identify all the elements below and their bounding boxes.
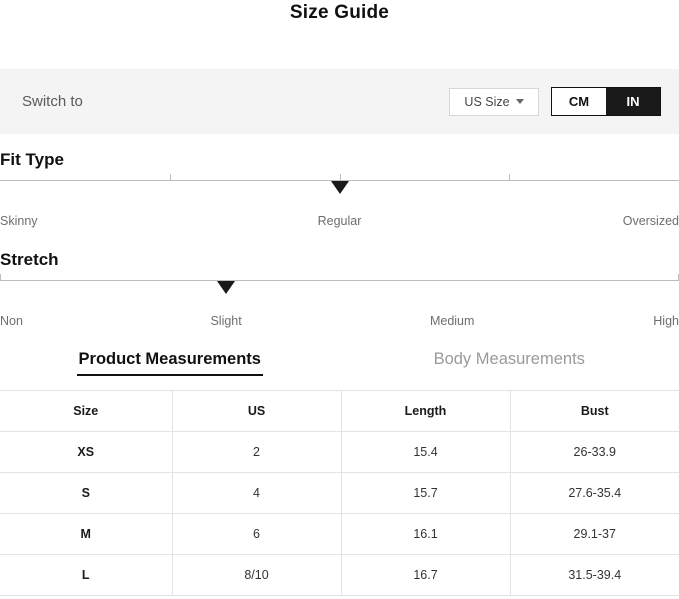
unit-toggle-in[interactable]: IN: [606, 88, 660, 115]
cell-size: L: [0, 555, 172, 596]
size-table: [0, 390, 679, 596]
column-header-bust: Bust: [510, 391, 679, 432]
size-system-value: US Size: [464, 94, 510, 109]
table-row: [0, 514, 679, 555]
tab-product-measurements-label: Product Measurements: [77, 350, 263, 376]
column-header-size: Size: [0, 391, 172, 432]
measurement-tabs: [0, 350, 679, 382]
fit-type-label-regular: Regular: [317, 214, 362, 228]
stretch-heading: Stretch: [0, 250, 59, 269]
fit-type-label-skinny: Skinny: [0, 214, 38, 228]
stretch-label-medium: Medium: [429, 314, 475, 328]
cell-bust: 31.5-39.4: [510, 555, 679, 596]
stretch-scale: [0, 280, 679, 314]
cell-length: 16.1: [341, 514, 510, 555]
cell-bust: 29.1-37: [510, 514, 679, 555]
cell-size: M: [0, 514, 172, 555]
cell-us: 8/10: [172, 555, 341, 596]
fit-type-tick: [509, 174, 510, 181]
fit-type-tick: [340, 174, 341, 181]
fit-type-labels: [0, 214, 679, 234]
stretch-tick: [0, 274, 1, 281]
cell-bust: 27.6-35.4: [510, 473, 679, 514]
cell-bust: 26-33.9: [510, 432, 679, 473]
switch-to-label: Switch to: [22, 93, 83, 110]
table-row: [0, 432, 679, 473]
stretch-label-slight: Slight: [210, 314, 242, 328]
cell-us: 2: [172, 432, 341, 473]
size-system-select[interactable]: [449, 88, 539, 116]
stretch-scale-line: [0, 280, 679, 281]
cell-size: XS: [0, 432, 172, 473]
table-header-row: [0, 391, 679, 432]
fit-type-label-oversized: Oversized: [622, 214, 679, 228]
page-title: Size Guide: [289, 2, 390, 23]
fit-type-marker-icon: [331, 181, 349, 194]
cell-length: 16.7: [341, 555, 510, 596]
cell-length: 15.7: [341, 473, 510, 514]
fit-type-scale: [0, 180, 679, 214]
cell-us: 6: [172, 514, 341, 555]
unit-switch-bar: [0, 69, 679, 134]
unit-toggle: [551, 87, 661, 116]
fit-type-tick: [170, 174, 171, 181]
tab-body-measurements[interactable]: [340, 350, 679, 382]
stretch-label-high: High: [653, 314, 679, 328]
tab-body-measurements-label: Body Measurements: [433, 350, 585, 368]
unit-controls: [449, 87, 661, 116]
tab-product-measurements[interactable]: [0, 350, 340, 382]
stretch-marker-icon: [217, 281, 235, 294]
stretch-label-non: Non: [0, 314, 23, 328]
fit-type-heading: Fit Type: [0, 150, 64, 169]
table-row: [0, 473, 679, 514]
cell-size: S: [0, 473, 172, 514]
column-header-length: Length: [341, 391, 510, 432]
column-header-us: US: [172, 391, 341, 432]
cell-length: 15.4: [341, 432, 510, 473]
cell-us: 4: [172, 473, 341, 514]
chevron-down-icon: [516, 99, 524, 104]
table-row: [0, 555, 679, 596]
stretch-labels: [0, 314, 679, 334]
unit-toggle-cm[interactable]: CM: [552, 88, 606, 115]
